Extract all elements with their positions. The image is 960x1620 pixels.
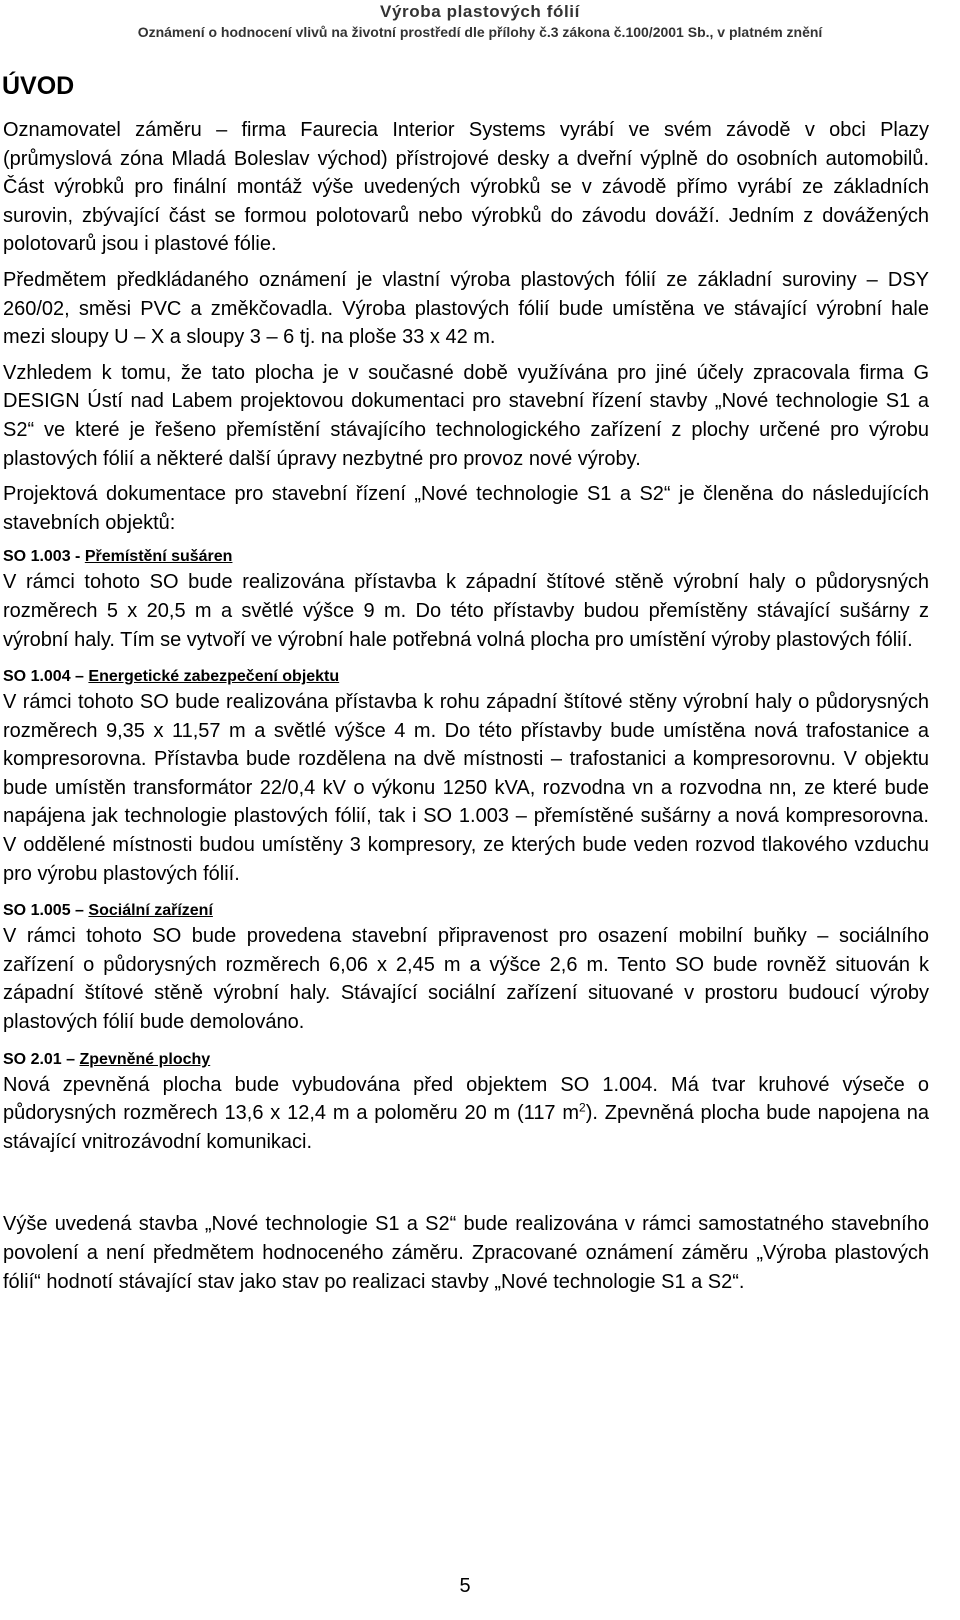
section-text-so-1004: V rámci tohoto SO bude realizována přístavba k rohu západní štítové stěny výrobní haly o půdorysných rozměrech 9,35 x 11,57 m a světlé výšce 4 m. Do této přístavby bude umístěna nová trafostanice a kompresorovna. Přístavba bude rozdělena na dvě místnosti – trafostanici a kompresorovnu. V objektu bude umístěn transformátor 22/0,4 kV o výkonu 1250 kVA, rozvodna vn a rozvodna nn, ze které bude napájena jak technologie plastových fólií, tak i SO 1.003 – přemístěné sušárny a nová kompresorovna. V oddělené místnosti budou umístěny 3 kompresory, ze kterých bude veden rozvod tlakového vzduchu pro výrobu plastových fólií. [3, 691, 929, 885]
closing-paragraph: Výše uvedená stavba „Nové technologie S1 a S2“ bude realizována v rámci samostatného stavebního povolení a není předmětem hodnoceného záměru. Zpracované oznámení záměru „Výroba plastových fólií“ hodnotí stávající stav jako stav po realizaci stavby „Nové technologie S1 a S2“. [3, 1213, 929, 1293]
section-name: Přemístění sušáren [84, 548, 233, 566]
section-code: SO 2.01 [3, 1050, 62, 1068]
page-number: 5 [459, 1575, 471, 1597]
section-title-so-1003: SO 1.003 - Přemístění sušáren [3, 548, 233, 566]
section-title-so-1005: SO 1.005 – Sociální zařízení [3, 902, 213, 920]
intro-paragraph-3: Vzhledem k tomu, že tato plocha je v současné době využívána pro jiné účely zpracovala firma G DESIGN Ústí nad Labem projektovou dokumentaci pro stavební řízení stavby „Nové technologie S1 a S2“ ve které je řešeno přemístění stávajícího technologického zařízení z plochy určené pro výrobu plastových fólií a některé další úpravy nezbytné pro provoz nové výroby. [3, 361, 929, 470]
intro-paragraph-2: Předmětem předkládaného oznámení je vlastní výroba plastových fólií ze základní suroviny – DSY 260/02, směsi PVC a změkčovadla. Výroba plastových fólií bude umístěna ve stávající výrobní hale mezi sloupy U – X a sloupy 3 – 6 tj. na ploše 33 x 42 m. [3, 268, 929, 349]
section-text-so-1005: V rámci tohoto SO bude provedena stavební připravenost pro osazení mobilní buňky – sociálního zařízení o půdorysných rozměrech 6,06 x 2,45 m a výšce 2,6 m. Tento SO bude rovněž situován k západní štítové stěně výrobní haly. Stávající sociální zařízení situované v prostoru budoucí výroby plastových fólií bude demolováno. [3, 925, 929, 1034]
section-code: SO 1.005 [3, 902, 71, 920]
section-title-so-1004: SO 1.004 – Energetické zabezpečení objektu [3, 668, 340, 686]
superscript: 2 [579, 1100, 586, 1115]
running-header-subtitle: Oznámení o hodnocení vlivů na životní prostředí dle přílohy č.3 zákona č.100/2001 Sb., v platném znění [137, 24, 823, 40]
section-name: Zpevněné plochy [79, 1050, 211, 1068]
section-text-so-201: Nová zpevněná plocha bude vybudována před objektem SO 1.004. Má tvar kruhové výseče o půdorysných rozměrech 13,6 x 12,4 m a poloměru 20 m (117 $m^2$). Zpevněná plocha bude napojena na stávající vnitrozávodní komunikaci. [3, 1073, 929, 1153]
section-name: Sociální zařízení [88, 902, 213, 920]
section-heading: ÚVOD [2, 72, 75, 100]
section-name: Energetické zabezpečení objektu [88, 668, 340, 686]
running-header-title: Výroba plastových fólií [380, 2, 580, 21]
intro-paragraph-4: Projektová dokumentace pro stavební řízení „Nové technologie S1 a S2“ je členěna do následujících stavebních objektů: [3, 483, 929, 534]
section-code: SO 1.003 [3, 548, 71, 566]
section-code: SO 1.004 [3, 668, 71, 686]
section-title-so-201: SO 2.01 – Zpevněné plochy [3, 1050, 211, 1068]
intro-paragraph-1: Oznamovatel záměru – firma Faurecia Interior Systems vyrábí ve svém závodě v obci Plazy (průmyslová zóna Mladá Boleslav východ) přístrojové desky a dveřní výplně do osobních automobilů. Část výrobků pro finální montáž výše uvedených výrobků se v závodě přímo vyrábí ze základních surovin, zbývající část se formou polotovarů nebo výrobků do závodu dováží. Jedním z dovážených polotovarů jsou i plastové fólie. [3, 119, 929, 256]
document-body [3, 116, 929, 1296]
section-text-so-1003: V rámci tohoto SO bude realizována přístavba k západní štítové stěně výrobní haly o půdorysných rozměrech 5 x 20,5 m a světlé výšce 9 m. Do této přístavby budou přemístěny stávající sušárny z výrobní haly. Tím se vytvoří ve výrobní hale potřebná volná plocha pro umístění výroby plastových fólií. [3, 571, 929, 651]
